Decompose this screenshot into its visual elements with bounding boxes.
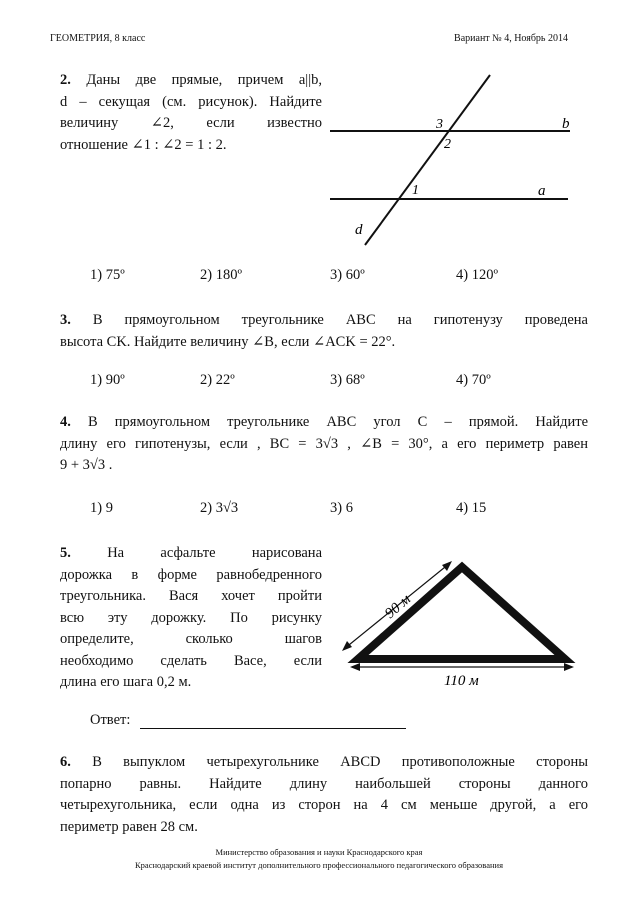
- footer-institute: Краснодарский краевой институт дополнительного профессионального педагогического образования: [135, 860, 503, 870]
- task4-line-3: 9 + 3√3 .: [60, 457, 113, 473]
- task6-text: [60, 752, 588, 838]
- side-arrow-bottom: [342, 641, 352, 651]
- label-angle-3: 3: [436, 117, 443, 132]
- task4-answers: [90, 500, 610, 522]
- task5-line-1: 5. На асфальте нарисована: [60, 545, 322, 561]
- task2-text: [60, 70, 322, 156]
- task5-line-5: определите, сколько шагов: [60, 631, 322, 647]
- task5-line-3: треугольника. Вася хочет пройти: [60, 588, 322, 604]
- task2-number: 2.: [60, 72, 71, 88]
- task5-figure: [340, 545, 590, 695]
- task6-number: 6.: [60, 754, 71, 770]
- line-d: [365, 75, 490, 245]
- header-variant: Вариант № 4, Ноябрь 2014: [454, 33, 568, 44]
- task3-number: 3.: [60, 312, 71, 328]
- label-a: a: [538, 183, 546, 199]
- side-label: 90 м: [382, 591, 415, 623]
- task2-answer-4[interactable]: 4) 120º: [456, 267, 498, 283]
- task2-line-1: 2. Даны две прямые, причем a||b,: [60, 72, 322, 88]
- answer-label: Ответ:: [90, 712, 131, 728]
- task4-answer-1[interactable]: 1) 9: [90, 500, 113, 516]
- task4-line-2: длину его гипотенузы, если , BC = 3√3 , ∠B = 30°, а его периметр равен: [60, 435, 588, 452]
- answer-field[interactable]: [140, 728, 406, 729]
- task5-line-2: дорожка в форме равнобедренного: [60, 566, 322, 583]
- label-d: d: [355, 222, 363, 238]
- task5-line-7: длина его шага 0,2 м.: [60, 674, 192, 690]
- task4-number: 4.: [60, 414, 71, 430]
- task6-line-1: 6. В выпуклом четырехугольнике ABCD противоположные стороны: [60, 754, 588, 770]
- task5-text: [60, 543, 322, 694]
- task4-text: [60, 412, 588, 477]
- task6-line-3: четырехугольника, если одна из сторон на 4 см меньше другой, а его: [60, 797, 588, 813]
- task3-text: [60, 310, 588, 353]
- task2-answer-2[interactable]: 2) 180º: [200, 267, 242, 283]
- task5-line-6: необходимо сделать Васе, если: [60, 652, 322, 669]
- task2-answer-3[interactable]: 3) 60º: [330, 267, 365, 283]
- task4-answer-2[interactable]: 2) 3√3: [200, 500, 239, 516]
- task2-line-2: d – секущая (см. рисунок). Найдите: [60, 93, 322, 110]
- label-angle-1: 1: [412, 183, 419, 198]
- side-arrow-top: [442, 561, 452, 571]
- task6-line-2: попарно равны. Найдите длину наибольшей стороны данного: [60, 775, 588, 792]
- task3-line-2: высота CK. Найдите величину ∠B, если ∠ACK = 22°.: [60, 333, 396, 350]
- task3-answers: [90, 372, 610, 394]
- task3-answer-3[interactable]: 3) 68º: [330, 372, 365, 388]
- task3-line-1: 3. В прямоугольном треугольнике ABC на гипотенузу проведена: [60, 312, 588, 328]
- base-label: 110 м: [444, 673, 479, 689]
- task2-line-4: отношение ∠1 : ∠2 = 1 : 2.: [60, 136, 227, 153]
- task2-line-3: величину ∠2, если известно: [60, 115, 322, 131]
- task2-figure: [320, 70, 590, 260]
- label-b: b: [562, 116, 570, 132]
- base-arrow-right: [564, 663, 574, 671]
- task5-line-4: всю эту дорожку. По рисунку: [60, 609, 322, 626]
- header-subject: ГЕОМЕТРИЯ, 8 класс: [50, 33, 146, 44]
- task3-answer-2[interactable]: 2) 22º: [200, 372, 235, 388]
- task3-answer-4[interactable]: 4) 70º: [456, 372, 491, 388]
- task4-answer-4[interactable]: 4) 15: [456, 500, 487, 516]
- task5-number: 5.: [60, 545, 71, 561]
- task4-answer-3[interactable]: 3) 6: [330, 500, 353, 516]
- label-angle-2: 2: [444, 137, 451, 152]
- task2-answers: [90, 267, 610, 289]
- task4-line-1: 4. В прямоугольном треугольнике ABC угол C – прямой. Найдите: [60, 414, 589, 430]
- task3-answer-1[interactable]: 1) 90º: [90, 372, 125, 388]
- task2-answer-1[interactable]: 1) 75º: [90, 267, 125, 283]
- footer-ministry: Министерство образования и науки Краснодарского края: [215, 847, 423, 857]
- base-arrow-left: [350, 663, 360, 671]
- task6-line-4: периметр равен 28 см.: [60, 818, 198, 835]
